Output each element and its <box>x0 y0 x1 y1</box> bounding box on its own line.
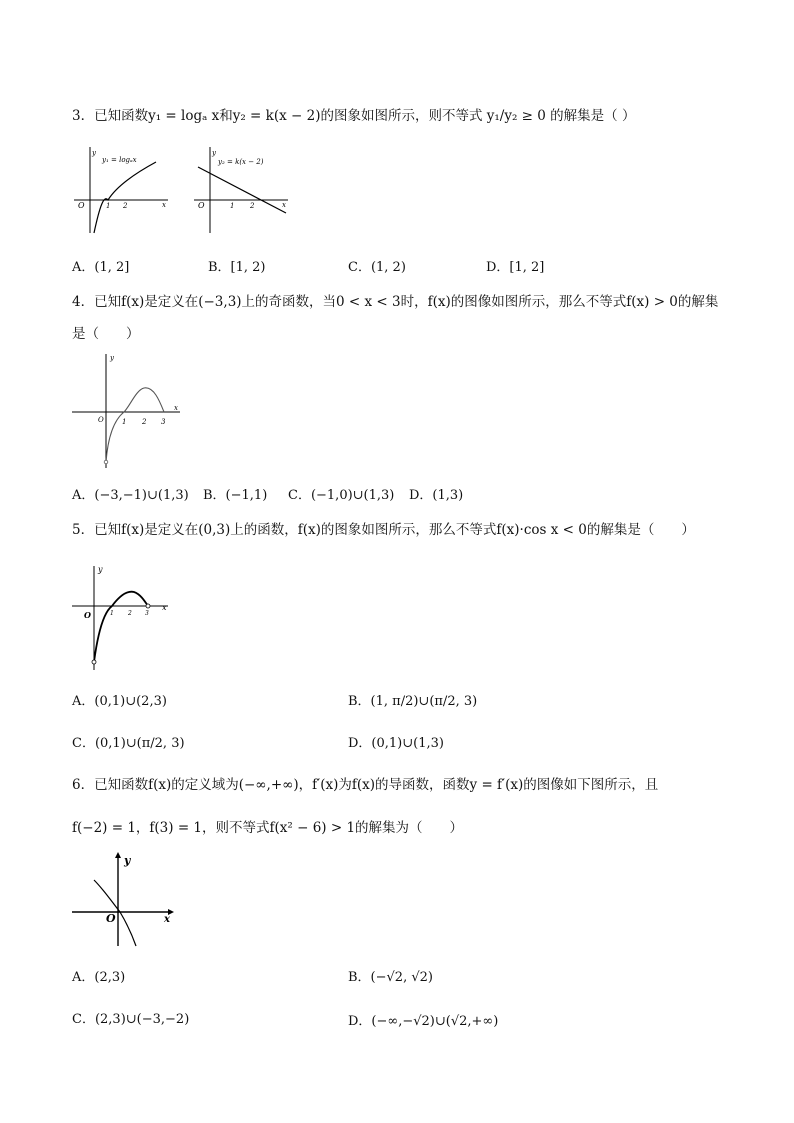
fig2-line-label: y₂ = k(x − 2) <box>218 158 264 166</box>
q3-option-b[interactable]: B．[1, 2) <box>208 260 266 275</box>
question-4-line-2: 是（ ） <box>72 326 140 342</box>
fig5-y-label: y <box>98 565 103 574</box>
fig5-origin: O <box>84 610 91 620</box>
q6-option-c[interactable]: C．(2,3)∪(−3,−2) <box>72 1012 190 1027</box>
fig5-x-label: x <box>162 603 167 612</box>
question-4-line-1: 4．已知f(x)是定义在(−3,3)上的奇函数，当0 < x < 3时，f(x)的图像如图所示，那么不等式f(x) > 0的解集 <box>72 294 719 310</box>
question-3-text: 3．已知函数y₁ = logₐ x和y₂ = k(x − 2)的图象如图所示，则不等式 y₁/y₂ ≥ 0 的解集是（ ） <box>72 108 636 124</box>
question-4-figure <box>68 350 184 472</box>
q6-option-a[interactable]: A．(2,3) <box>72 970 126 985</box>
question-6-line-2: f(−2) = 1，f(3) = 1，则不等式f(x² − 6) > 1的解集为（ ） <box>72 820 464 836</box>
q4-option-b[interactable]: B．(−1,1) <box>203 488 268 503</box>
fig1-curve-label: y₁ = logₐx <box>102 156 137 164</box>
question-6-figure <box>68 850 176 948</box>
q3-option-a[interactable]: A．(1, 2] <box>72 260 130 275</box>
fig1-x-label: x <box>162 201 166 209</box>
question-6-line-1: 6．已知函数f(x)的定义域为(−∞,+∞)，f′(x)为f(x)的导函数，函数y = f′(x)的图像如下图所示，且 <box>72 777 659 793</box>
question-5-figure <box>68 562 172 674</box>
q5-option-b[interactable]: B．(1, π/2)∪(π/2, 3) <box>348 694 478 709</box>
fig6-y-label: y <box>124 854 131 867</box>
fig6-x-label: x <box>164 914 170 925</box>
q6-option-d[interactable]: D．(−∞,−√2)∪(√2,+∞) <box>348 1014 499 1029</box>
fig4-x-label: x <box>174 404 178 412</box>
fig4-y-label: y <box>110 354 114 362</box>
fig2-origin: O <box>198 201 205 210</box>
fig4-tick-1: 1 <box>122 418 127 426</box>
q6-option-b[interactable]: B．(−√2, √2) <box>348 970 433 985</box>
question-5-text: 5．已知f(x)是定义在(0,3)上的函数，f(x)的图象如图所示，那么不等式f(x)·cos x < 0的解集是（ ） <box>72 522 695 538</box>
question-3-figure-line <box>192 145 292 237</box>
fig1-y-label: y <box>92 149 96 157</box>
fig6-origin: O <box>106 912 116 925</box>
question-3-figure-log <box>72 145 172 237</box>
fig4-origin: O <box>98 416 104 424</box>
q4-option-a[interactable]: A．(−3,−1)∪(1,3) <box>72 488 189 503</box>
q5-option-c[interactable]: C．(0,1)∪(π/2, 3) <box>72 736 185 751</box>
q5-option-a[interactable]: A．(0,1)∪(2,3) <box>72 694 167 709</box>
fig5-tick-3: 3 <box>145 610 149 617</box>
fig4-tick-3: 3 <box>161 418 166 426</box>
fig4-tick-2: 2 <box>142 418 147 426</box>
q4-option-c[interactable]: C．(−1,0)∪(1,3) <box>288 488 395 503</box>
q3-option-c[interactable]: C．(1, 2) <box>348 260 406 275</box>
q4-option-d[interactable]: D．(1,3) <box>409 488 464 503</box>
fig1-tick-1: 1 <box>106 202 111 210</box>
fig2-x-label: x <box>282 201 286 209</box>
fig2-y-label: y <box>212 149 216 157</box>
fig2-tick-2: 2 <box>250 202 255 210</box>
fig5-tick-1: 1 <box>110 610 114 617</box>
q3-option-d[interactable]: D．[1, 2] <box>486 260 545 275</box>
fig5-tick-2: 2 <box>128 610 132 617</box>
fig2-tick-1: 1 <box>230 202 235 210</box>
fig1-tick-2: 2 <box>123 202 128 210</box>
q5-option-d[interactable]: D．(0,1)∪(1,3) <box>348 736 444 751</box>
fig1-origin: O <box>78 201 85 210</box>
